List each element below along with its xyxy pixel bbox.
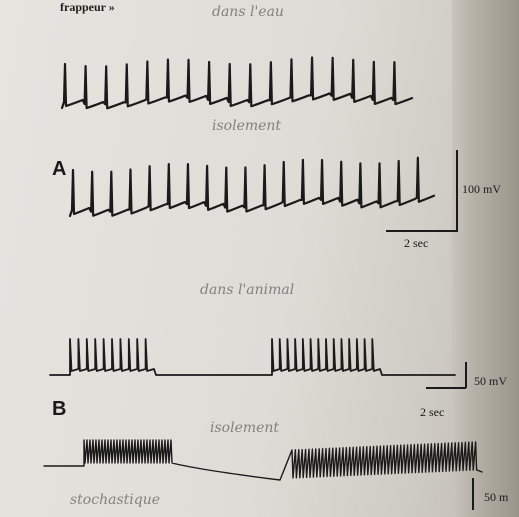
annotation-dans-lanimal: dans l'animal	[200, 282, 295, 298]
scale-b-time: 2 sec	[420, 405, 445, 419]
annotation-stochastique: stochastique	[70, 492, 160, 508]
panel-b-label: B	[52, 398, 67, 420]
panel-a-label: A	[52, 158, 67, 180]
scale-b-voltage: 50 mV	[474, 374, 507, 388]
scale-a-time: 2 sec	[404, 236, 429, 250]
header-text: frappeur »	[60, 0, 115, 14]
scale-a-voltage: 100 mV	[462, 182, 501, 196]
trace-a-lower	[70, 158, 434, 216]
annotation-isolement-a: isolement	[212, 118, 282, 134]
trace-b-lower	[44, 440, 482, 480]
annotation-dans-leau: dans l'eau	[212, 4, 284, 20]
trace-a-upper	[62, 57, 412, 108]
scale-b-voltage-lower: 50 m	[484, 490, 509, 504]
trace-b-upper	[50, 339, 455, 375]
annotation-isolement-b: isolement	[210, 420, 280, 436]
